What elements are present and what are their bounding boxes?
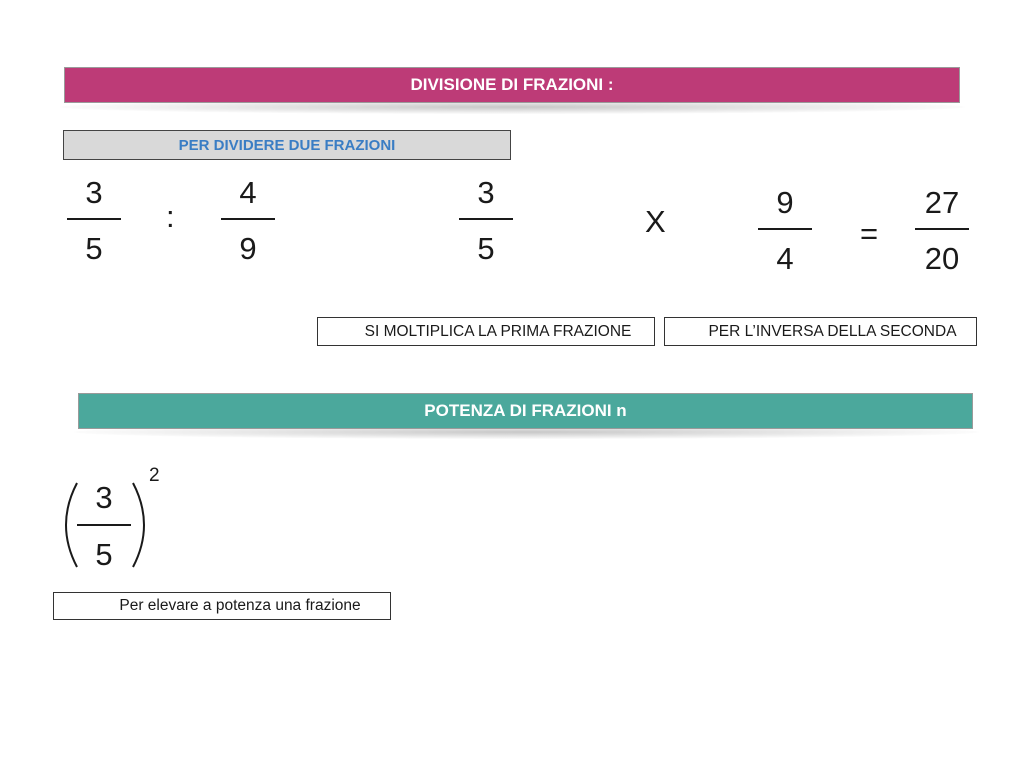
note-multiply-first: SI MOLTIPLICA LA PRIMA FRAZIONE bbox=[317, 317, 655, 346]
note-inverse-second: PER L’INVERSA DELLA SECONDA bbox=[664, 317, 977, 346]
division-title-banner bbox=[64, 67, 960, 103]
answer-numerator: 27 bbox=[924, 185, 960, 220]
right-fraction-bar bbox=[221, 218, 275, 220]
left-fraction-bar bbox=[67, 218, 121, 220]
right-parenthesis bbox=[133, 483, 144, 567]
first-fraction-bar bbox=[459, 218, 513, 220]
first-numerator: 3 bbox=[477, 175, 495, 210]
answer-denominator: 20 bbox=[924, 241, 960, 276]
power-title: POTENZA DI FRAZIONI n bbox=[424, 401, 627, 420]
left-numerator: 3 bbox=[85, 175, 103, 210]
inverse-fraction-bar bbox=[758, 228, 812, 230]
times-operator: X bbox=[645, 204, 666, 239]
right-numerator: 4 bbox=[239, 175, 257, 210]
right-denominator: 9 bbox=[239, 231, 257, 266]
power-numerator: 3 bbox=[95, 480, 113, 515]
division-operator: : bbox=[166, 199, 175, 234]
power-exponent: 2 bbox=[149, 465, 160, 486]
division-title: DIVISIONE DI FRAZIONI : bbox=[410, 75, 614, 94]
division-subtitle-box bbox=[63, 130, 511, 160]
left-denominator: 5 bbox=[85, 231, 103, 266]
inverse-denominator: 4 bbox=[776, 241, 794, 276]
inverse-numerator: 9 bbox=[776, 185, 794, 220]
note-power: Per elevare a potenza una frazione bbox=[53, 592, 391, 620]
power-title-banner bbox=[78, 393, 973, 429]
division-subtitle: PER DIVIDERE DUE FRAZIONI bbox=[178, 136, 396, 154]
power-fraction-bar bbox=[77, 524, 131, 526]
equals-operator: = bbox=[860, 216, 879, 251]
power-denominator: 5 bbox=[95, 537, 113, 572]
first-denominator: 5 bbox=[477, 231, 495, 266]
answer-fraction-bar bbox=[915, 228, 969, 230]
